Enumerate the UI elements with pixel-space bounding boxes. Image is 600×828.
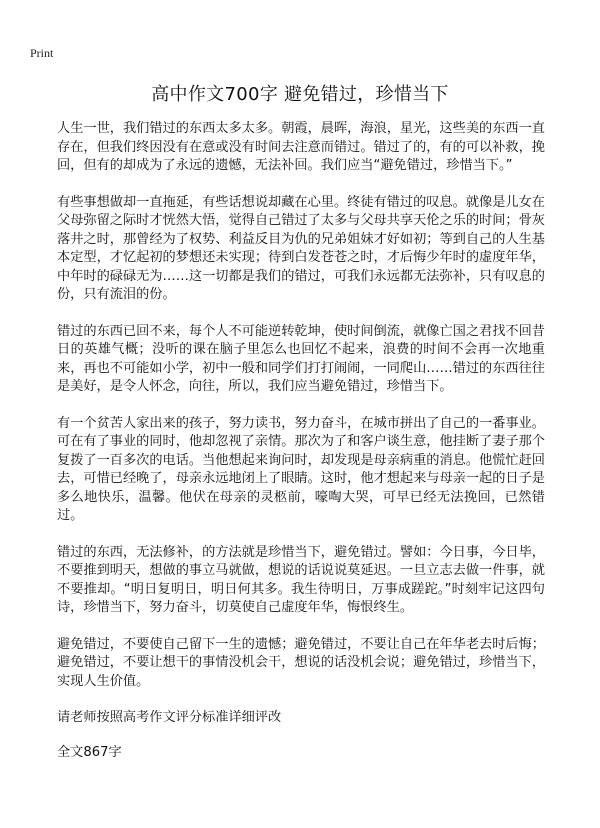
essay-body — [57, 120, 545, 780]
paragraph-3: 错过的东西已回不来，每个人不可能逆转乾坤，使时间倒流，就像亡国之君找不回昔日的英雄气概；没听的课在脑子里怎么也回忆不起来，浪费的时间不会再一次地重来，再也不可能如小学，初中一般和同学们打打闹闹，一同爬山……错过的东西往往是美好，是令人怀念，向往，所以，我们应当避免错过，珍惜当下。 — [57, 323, 545, 394]
essay-title: 高中作文700字 避免错过，珍惜当下 — [151, 84, 449, 105]
paragraph-1: 人生一世，我们错过的东西太多太多。朝霞，晨晖，海浪，星光，这些美的东西一直存在，但我们终因没有在意或没有时间去注意而错过。错过了的，有的可以补救，挽回，但有的却成为了永远的遗憾，无法补回。我们应当“避免错过，珍惜当下。” — [57, 121, 545, 173]
paragraph-4: 有一个贫苦人家出来的孩子，努力读书，努力奋斗，在城市拼出了自己的一番事业。可在有了事业的同时，他却忽视了亲情。那次为了和客户谈生意，他挂断了妻子那个复拨了一百多次的电话。当他想起来询问时，却发现是母亲病重的消息。他慌忙赶回去，可惜已经晚了，母亲永远地闭上了眼睛。这时，他才想起来与母亲一起的日子是多么地快乐，温馨。他伏在母亲的灵柩前，嚎啕大哭，可早已经无法挽回，已然错过。 — [57, 415, 545, 523]
paragraph-2: 有些事想做却一直拖延，有些话想说却藏在心里。终徒有错过的叹息。就像是儿女在父母弥留之际时才恍然大悟，觉得自己错过了太多与父母共享天伦之乐的时间；骨灰落井之时，那曾经为了权势、利益反目为仇的兄弟姐妹才好如初；等到自己的人生基本定型，才忆起初的梦想还未实现；待到白发苍苍之时，才后悔少年时的虚度年华，中年时的碌碌无为……这一切都是我们的错过，可我们永远都无法弥补，只有叹息的份，只有流泪的份。 — [57, 194, 545, 302]
print-link[interactable]: Print — [30, 46, 54, 60]
grading-request: 请老师按照高考作文评分标准详细评改 — [57, 710, 282, 725]
word-count: 全文867字 — [57, 744, 122, 760]
paragraph-5: 错过的东西，无法修补，的方法就是珍惜当下，避免错过。譬如：今日事，今日毕，不要推到明天，想做的事立马就做，想说的话说说莫延迟。一旦立志去做一件事，就不要推却。“明日复明日，明日何其多。我生待明日，万事成蹉跎。”时刻牢记这四句诗，珍惜当下，努力奋斗，切莫使自己虚度年华，悔恨终生。 — [57, 544, 545, 615]
paragraph-6: 避免错过，不要使自己留下一生的遗憾；避免错过，不要让自己在年华老去时后悔；避免错过，不要让想干的事情没机会干，想说的话没机会说；避免错过，珍惜当下，实现人生价值。 — [57, 636, 545, 689]
